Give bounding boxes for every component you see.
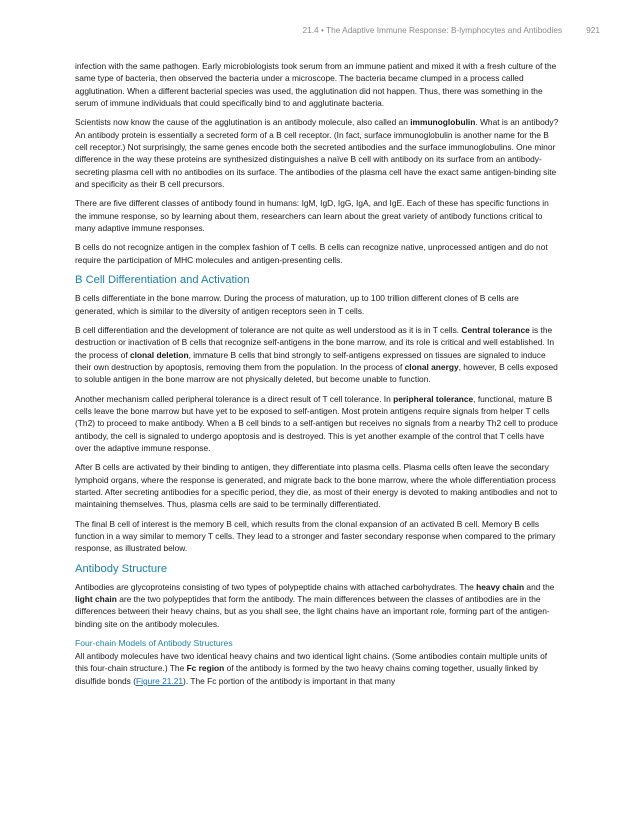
term-heavy-chain: heavy chain: [476, 581, 525, 592]
paragraph-bone-marrow: B cells differentiate in the bone marrow. During the process of maturation, up to 100 trillion different clones of B cells are generated, which is similar to the diversity of antigen receptors seen in T cells.: [75, 293, 519, 316]
term-clonal-deletion: clonal deletion: [129, 349, 189, 360]
heading-b-cell-differentiation: B Cell Differentiation and Activation: [75, 274, 250, 287]
paragraph-glycoproteins: Antibodies are glycoproteins consisting of two types of polypeptide chains with attached carbohydrates. The heavy chain and the light chain are the two polypeptides that form the antibody. The main differences between the classes of antibodies are in the differences between their heavy chains, but as you shall see, the light chains have an important role, forming part of the antigen-binding site on the antibody molecules.: [75, 581, 555, 629]
heading-four-chain-models: Four-chain Models of Antibody Structures: [75, 638, 233, 649]
term-clonal-anergy: clonal anergy: [404, 361, 459, 372]
section-title: 21.4 • The Adaptive Immune Response: B-lymphocytes and Antibodies: [302, 25, 563, 35]
page-number: 921: [586, 25, 600, 35]
paragraph-antibody-definition: Scientists now know the cause of the agglutination is an antibody molecule, also called an immunoglobulin. What is an antibody? An antibody protein is essentially a secreted form of a B cell receptor. (In fact, surface immunoglobulin is another name for the B cell receptor.) Not surprisingly, the same genes encode both the secreted antibodies and the surface immunoglobulins. One minor difference in the way these proteins are synthesized distinguishes a naïve B cell with antibody on its surface from an antibody-secreting plasma cell with no antibodies on its surface. The antibodies of the plasma cell have the exact same antigen-binding site and specificity as their B cell precursors.: [75, 117, 559, 190]
heading-antibody-structure: Antibody Structure: [75, 562, 168, 575]
paragraph-b-cell-recognition: B cells do not recognize antigen in the complex fashion of T cells. B cells can recognize native, unprocessed antigen and do not require the participation of MHC molecules and antigen-presenting cells.: [75, 242, 548, 265]
term-central-tolerance: Central tolerance: [461, 324, 530, 335]
paragraph-central-tolerance: B cell differentiation and the development of tolerance are not quite as well understood as it is in T cells. Central tolerance is the destruction or inactivation of B cells that recognize self-antigens in the bone marrow, and its role is critical and well established. In the process of clonal deletion, immature B cells that bind strongly to self-antigens expressed on tissues are signaled to induce their own destruction by apoptosis, removing them from the population. In the process of clonal anergy, however, B cells exposed to soluble antigen in the bone marrow are not physically deleted, but become unable to function.: [75, 324, 558, 385]
paragraph-memory-b-cell: The final B cell of interest is the memory B cell, which results from the clonal expansion of an activated B cell. Memory B cells function in a way similar to memory T cells. They lead to a stronger and faster secondary response when compared to the primary response, as illustrated below.: [75, 518, 556, 554]
figure-link[interactable]: Figure 21.21: [136, 675, 184, 686]
paragraph-plasma-cells: After B cells are activated by their binding to antigen, they differentiate into plasma cells. Plasma cells often leave the secondary lymphoid organs, where the response is generated, and migrate back to the bone marrow, where the whole differentiation process started. After secreting antibodies for a specific period, they die, as most of their energy is devoted to making antibodies and not to maintaining themselves. Thus, plasma cells are said to be terminally differentiated.: [75, 462, 558, 510]
article-body: [75, 60, 559, 694]
term-light-chain: light chain: [75, 594, 117, 605]
paragraph-peripheral-tolerance: Another mechanism called peripheral tolerance is a direct result of T cell tolerance. In peripheral tolerance, functional, mature B cells leave the bone marrow but have yet to be exposed to self-antigen. Most protein antigens require signals from helper T cells (Th2) to proceed to make antibody. When a B cell binds to a self-antigen but receives no signals from a nearby Th2 cell to produce antibody, the cell is signaled to undergo apoptosis and is destroyed. This is yet another example of the control that T cells have over the adaptive immune response.: [75, 393, 558, 453]
term-fc-region: Fc region: [186, 663, 225, 674]
term-immunoglobulin: immunoglobulin: [410, 117, 476, 128]
paragraph-four-chain: All antibody molecules have two identical heavy chains and two identical light chains. (Some antibodies contain multiple units of this four-chain structure.) The Fc region of the antibody is formed by the two heavy chains coming together, usually linked by disulfide bonds (Figure 21.21). The Fc portion of the antibody is important in that many: [75, 651, 548, 686]
paragraph-antibody-classes: There are five different classes of antibody found in humans: IgM, IgD, IgG, IgA, and IgE. Each of these has specific functions in the immune response, so by learning about them, researchers can learn about the great variety of antibody functions critical to many adaptive immune responses.: [75, 198, 549, 234]
running-header: [0, 25, 600, 35]
term-peripheral-tolerance: peripheral tolerance: [393, 393, 474, 404]
paragraph-agglutination: infection with the same pathogen. Early microbiologists took serum from an immune patient and mixed it with a fresh culture of the same type of bacteria, then observed the bacteria under a microscope. The bacteria became clumped in a process called agglutination. When a different bacterial species was used, the agglutination did not happen. Thus, there was something in the serum of immune individuals that could specifically bind to and agglutinate bacteria.: [75, 61, 557, 109]
